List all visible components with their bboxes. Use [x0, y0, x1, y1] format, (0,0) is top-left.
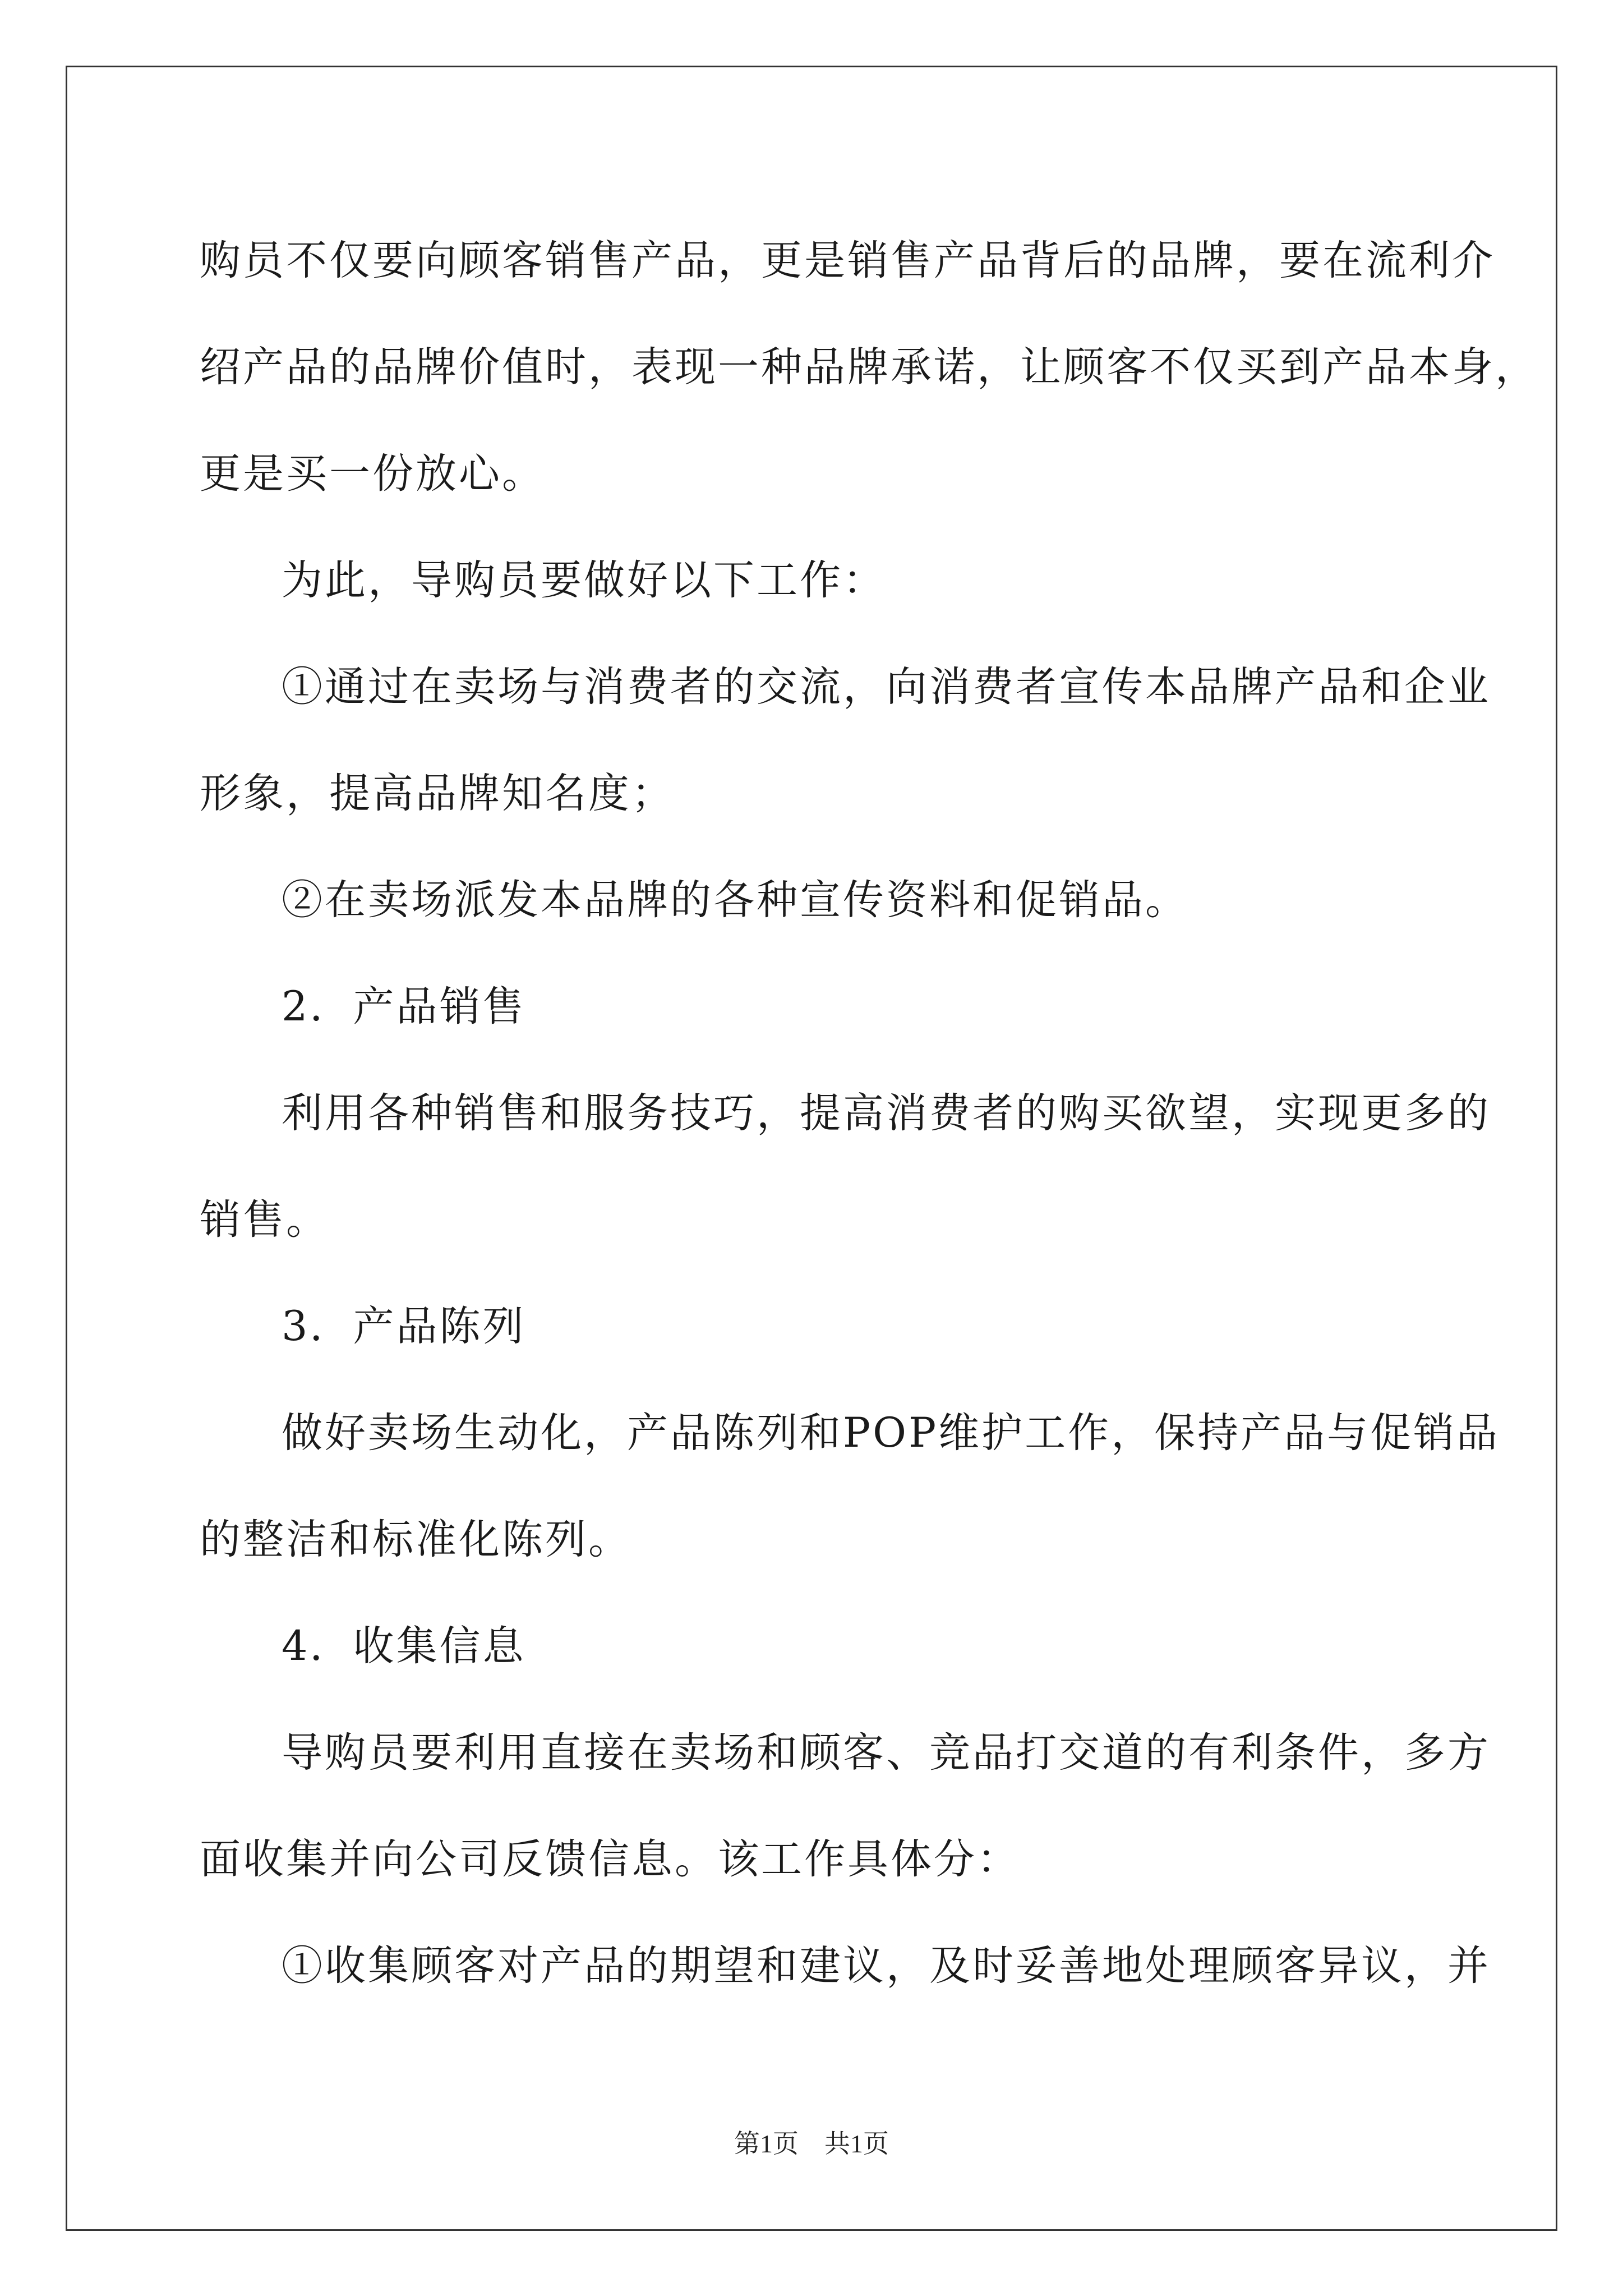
- paragraph-start: 做好卖场生动化，产品陈列和POP维护工作，保持产品与促销品: [282, 1409, 1500, 1457]
- section-heading: 2．产品销售: [282, 983, 526, 1030]
- text-line: 更是买一份放心。: [200, 450, 545, 498]
- text-line: 绍产品的品牌价值时，表现一种品牌承诺，让顾客不仅买到产品本身，: [200, 343, 1538, 391]
- text-line: 销售。: [200, 1196, 329, 1244]
- paragraph-start: 为此，导购员要做好以下工作：: [282, 556, 886, 604]
- paragraph-start: ①通过在卖场与消费者的交流，向消费者宣传本品牌产品和企业: [282, 663, 1491, 711]
- section-heading: 4．收集信息: [282, 1622, 526, 1670]
- text-line: 面收集并向公司反馈信息。该工作具体分：: [200, 1835, 1020, 1883]
- paragraph-start: 利用各种销售和服务技巧，提高消费者的购买欲望，实现更多的: [282, 1089, 1491, 1137]
- document-body: [200, 208, 1538, 2019]
- paragraph-start: ②在卖场派发本品牌的各种宣传资料和促销品。: [282, 876, 1188, 924]
- text-line: 的整洁和标准化陈列。: [200, 1516, 631, 1563]
- paragraph-start: ①收集顾客对产品的期望和建议，及时妥善地处理顾客异议，并: [282, 1942, 1491, 1990]
- paragraph-start: 导购员要利用直接在卖场和顾客、竞品打交道的有利条件，多方: [282, 1729, 1491, 1777]
- text-line: 购员不仅要向顾客销售产品，更是销售产品背后的品牌，要在流利介: [200, 237, 1495, 284]
- section-heading: 3．产品陈列: [282, 1303, 526, 1350]
- text-line: 形象，提高品牌知名度；: [200, 770, 675, 817]
- page-footer: 第1页 共1页: [734, 2129, 889, 2158]
